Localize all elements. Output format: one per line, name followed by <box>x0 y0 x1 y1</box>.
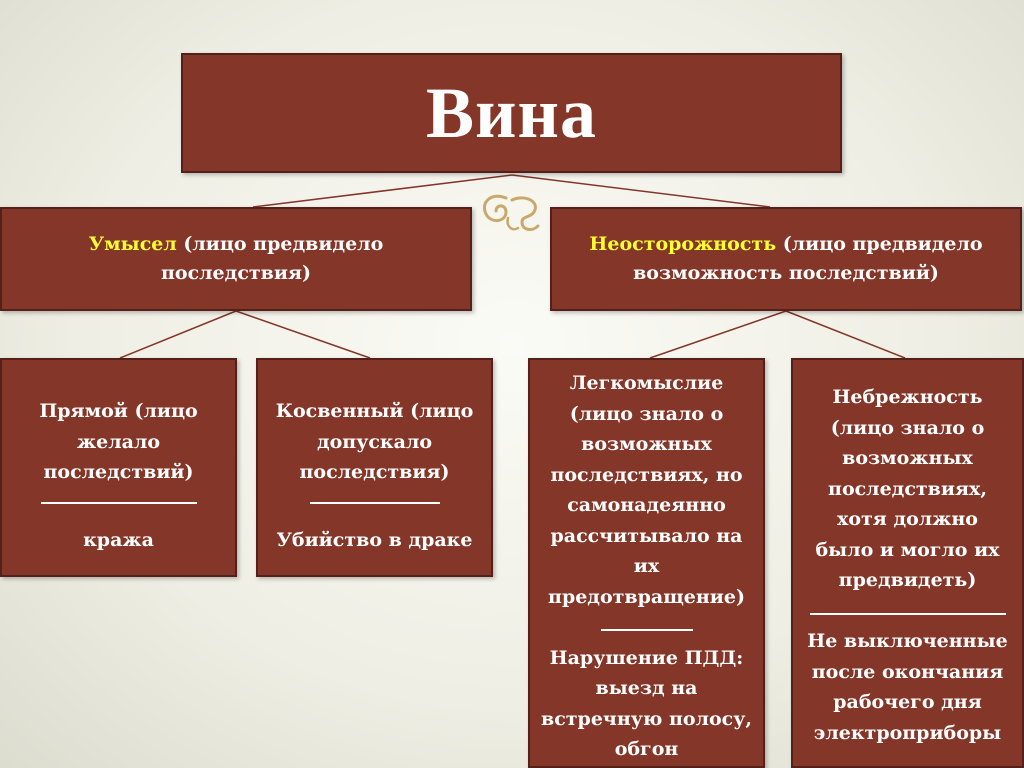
direct-intent-text: Прямой (лицо желало последствий) <box>39 400 198 483</box>
connector-root-right <box>512 175 770 207</box>
connector-intent-indirect <box>236 311 370 358</box>
node-indirect-intent <box>256 358 493 577</box>
intent-term: Умысел <box>88 233 177 255</box>
root-node-guilt <box>181 53 842 173</box>
negligence-definition: (лицо предвидело возможность последствий) <box>633 233 983 284</box>
connector-intent-direct <box>120 311 236 358</box>
indirect-intent-text: Косвенный (лицо допускало последствия) <box>275 400 474 483</box>
flourish-ornament-icon <box>476 188 548 238</box>
negligence-term: Неосторожность <box>589 233 777 255</box>
carelessness-example: Не выключенные после окончания рабочего дня электроприборы <box>807 630 1008 744</box>
connector-negligence-levity <box>650 311 786 358</box>
separator-line <box>310 502 440 504</box>
connector-negligence-carelessness <box>786 311 905 358</box>
intent-definition: (лицо предвидело последствия) <box>161 233 384 284</box>
separator-line <box>810 613 1006 615</box>
node-intent <box>0 207 472 311</box>
separator-line <box>601 629 693 631</box>
direct-intent-example: кража <box>83 529 154 551</box>
node-carelessness <box>791 358 1024 768</box>
connector-root-left <box>253 175 512 207</box>
separator-line <box>41 502 197 504</box>
carelessness-text: Небрежность (лицо знало о возможных последствиях, хотя должно было и могло их предвидеть) <box>815 386 1000 591</box>
node-direct-intent <box>0 358 237 577</box>
levity-text: Легкомыслие (лицо знало о возможных последствиях, но самонадеянно рассчитывало на их предотвращение) <box>548 372 745 608</box>
levity-example: Нарушение ПДД: выезд на встречную полосу, обгон <box>541 646 752 760</box>
diagram-title: Вина <box>426 72 597 153</box>
indirect-intent-example: Убийство в драке <box>276 529 473 551</box>
node-negligence <box>550 207 1022 311</box>
node-levity <box>528 358 765 768</box>
